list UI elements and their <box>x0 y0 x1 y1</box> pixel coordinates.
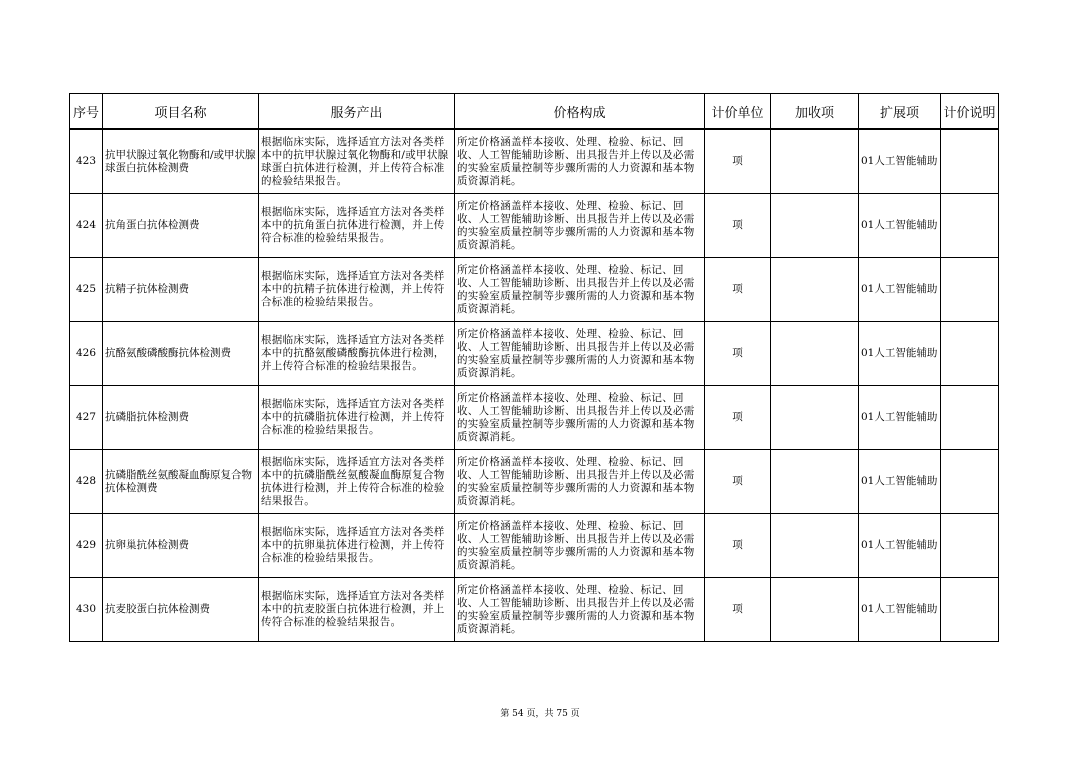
price-composition-cell: 所定价格涵盖样本接收、处理、检验、标记、回收、人工智能辅助诊断、出具报告并上传以及必需的实验室质量控制等步骤所需的人力资源和基本物质资源消耗。 <box>455 386 705 450</box>
service-output-cell: 根据临床实际，选择适宜方法对各类样本中的抗麦胶蛋白抗体进行检测，并上传符合标准的检验结果报告。 <box>259 578 455 642</box>
pricing-note-cell <box>941 514 999 578</box>
item-name-cell: 抗麦胶蛋白抗体检测费 <box>103 578 259 642</box>
pricing-note-cell <box>941 129 999 194</box>
table-row <box>70 258 999 322</box>
item-name-cell: 抗酪氨酸磷酸酶抗体检测费 <box>103 322 259 386</box>
price-composition-cell: 所定价格涵盖样本接收、处理、检验、标记、回收、人工智能辅助诊断、出具报告并上传以及必需的实验室质量控制等步骤所需的人力资源和基本物质资源消耗。 <box>455 450 705 514</box>
unit-cell: 项 <box>705 258 771 322</box>
row-number-cell: 429 <box>70 514 103 578</box>
extension-cell: 01人工智能辅助 <box>859 129 941 194</box>
surcharge-cell <box>771 578 859 642</box>
extension-cell: 01人工智能辅助 <box>859 450 941 514</box>
row-number-cell: 430 <box>70 578 103 642</box>
header-cell: 扩展项 <box>859 94 941 130</box>
service-output-cell: 根据临床实际，选择适宜方法对各类样本中的抗甲状腺过氧化物酶和/或甲状腺球蛋白抗体进行检测，并上传符合标准的检验结果报告。 <box>259 129 455 194</box>
table-row <box>70 450 999 514</box>
item-name-cell: 抗卵巢抗体检测费 <box>103 514 259 578</box>
price-table <box>69 93 999 642</box>
extension-cell: 01人工智能辅助 <box>859 322 941 386</box>
price-composition-cell: 所定价格涵盖样本接收、处理、检验、标记、回收、人工智能辅助诊断、出具报告并上传以及必需的实验室质量控制等步骤所需的人力资源和基本物质资源消耗。 <box>455 514 705 578</box>
service-output-cell: 根据临床实际，选择适宜方法对各类样本中的抗精子抗体进行检测，并上传符合标准的检验结果报告。 <box>259 258 455 322</box>
item-name-cell: 抗甲状腺过氧化物酶和/或甲状腺球蛋白抗体检测费 <box>103 129 259 194</box>
price-composition-cell: 所定价格涵盖样本接收、处理、检验、标记、回收、人工智能辅助诊断、出具报告并上传以及必需的实验室质量控制等步骤所需的人力资源和基本物质资源消耗。 <box>455 258 705 322</box>
table-row <box>70 386 999 450</box>
surcharge-cell <box>771 129 859 194</box>
row-number-cell: 426 <box>70 322 103 386</box>
row-number-cell: 427 <box>70 386 103 450</box>
extension-cell: 01人工智能辅助 <box>859 258 941 322</box>
extension-cell: 01人工智能辅助 <box>859 514 941 578</box>
table-row <box>70 514 999 578</box>
pricing-note-cell <box>941 578 999 642</box>
service-output-cell: 根据临床实际，选择适宜方法对各类样本中的抗磷脂酰丝氨酸凝血酶原复合物抗体进行检测，并上传符合标准的检验结果报告。 <box>259 450 455 514</box>
extension-cell: 01人工智能辅助 <box>859 578 941 642</box>
pricing-note-cell <box>941 258 999 322</box>
surcharge-cell <box>771 450 859 514</box>
extension-cell: 01人工智能辅助 <box>859 194 941 258</box>
unit-cell: 项 <box>705 129 771 194</box>
unit-cell: 项 <box>705 386 771 450</box>
unit-cell: 项 <box>705 514 771 578</box>
price-composition-cell: 所定价格涵盖样本接收、处理、检验、标记、回收、人工智能辅助诊断、出具报告并上传以及必需的实验室质量控制等步骤所需的人力资源和基本物质资源消耗。 <box>455 578 705 642</box>
pricing-note-cell <box>941 194 999 258</box>
table-row <box>70 129 999 194</box>
page-footer: 第 54 页，共 75 页 <box>500 709 580 719</box>
item-name-cell: 抗磷脂抗体检测费 <box>103 386 259 450</box>
service-output-cell: 根据临床实际，选择适宜方法对各类样本中的抗卵巢抗体进行检测，并上传符合标准的检验结果报告。 <box>259 514 455 578</box>
row-number-cell: 423 <box>70 129 103 194</box>
item-name-cell: 抗精子抗体检测费 <box>103 258 259 322</box>
service-output-cell: 根据临床实际，选择适宜方法对各类样本中的抗磷脂抗体进行检测，并上传符合标准的检验结果报告。 <box>259 386 455 450</box>
pricing-note-cell <box>941 450 999 514</box>
row-number-cell: 425 <box>70 258 103 322</box>
row-number-cell: 428 <box>70 450 103 514</box>
header-cell: 计价单位 <box>705 94 771 130</box>
header-cell: 价格构成 <box>455 94 705 130</box>
table-row <box>70 578 999 642</box>
header-cell: 序号 <box>70 94 103 130</box>
table-row <box>70 194 999 258</box>
surcharge-cell <box>771 194 859 258</box>
surcharge-cell <box>771 258 859 322</box>
surcharge-cell <box>771 386 859 450</box>
price-composition-cell: 所定价格涵盖样本接收、处理、检验、标记、回收、人工智能辅助诊断、出具报告并上传以及必需的实验室质量控制等步骤所需的人力资源和基本物质资源消耗。 <box>455 129 705 194</box>
header-cell: 服务产出 <box>259 94 455 130</box>
item-name-cell: 抗角蛋白抗体检测费 <box>103 194 259 258</box>
service-output-cell: 根据临床实际，选择适宜方法对各类样本中的抗角蛋白抗体进行检测，并上传符合标准的检验结果报告。 <box>259 194 455 258</box>
service-output-cell: 根据临床实际，选择适宜方法对各类样本中的抗酪氨酸磷酸酶抗体进行检测，并上传符合标准的检验结果报告。 <box>259 322 455 386</box>
unit-cell: 项 <box>705 194 771 258</box>
extension-cell: 01人工智能辅助 <box>859 386 941 450</box>
unit-cell: 项 <box>705 450 771 514</box>
header-cell: 项目名称 <box>103 94 259 130</box>
surcharge-cell <box>771 514 859 578</box>
pricing-note-cell <box>941 322 999 386</box>
header-cell: 计价说明 <box>941 94 999 130</box>
row-number-cell: 424 <box>70 194 103 258</box>
header-row <box>70 94 999 130</box>
unit-cell: 项 <box>705 578 771 642</box>
surcharge-cell <box>771 322 859 386</box>
item-name-cell: 抗磷脂酰丝氨酸凝血酶原复合物抗体检测费 <box>103 450 259 514</box>
unit-cell: 项 <box>705 322 771 386</box>
header-cell: 加收项 <box>771 94 859 130</box>
price-composition-cell: 所定价格涵盖样本接收、处理、检验、标记、回收、人工智能辅助诊断、出具报告并上传以及必需的实验室质量控制等步骤所需的人力资源和基本物质资源消耗。 <box>455 194 705 258</box>
table-row <box>70 322 999 386</box>
pricing-note-cell <box>941 386 999 450</box>
price-composition-cell: 所定价格涵盖样本接收、处理、检验、标记、回收、人工智能辅助诊断、出具报告并上传以及必需的实验室质量控制等步骤所需的人力资源和基本物质资源消耗。 <box>455 322 705 386</box>
